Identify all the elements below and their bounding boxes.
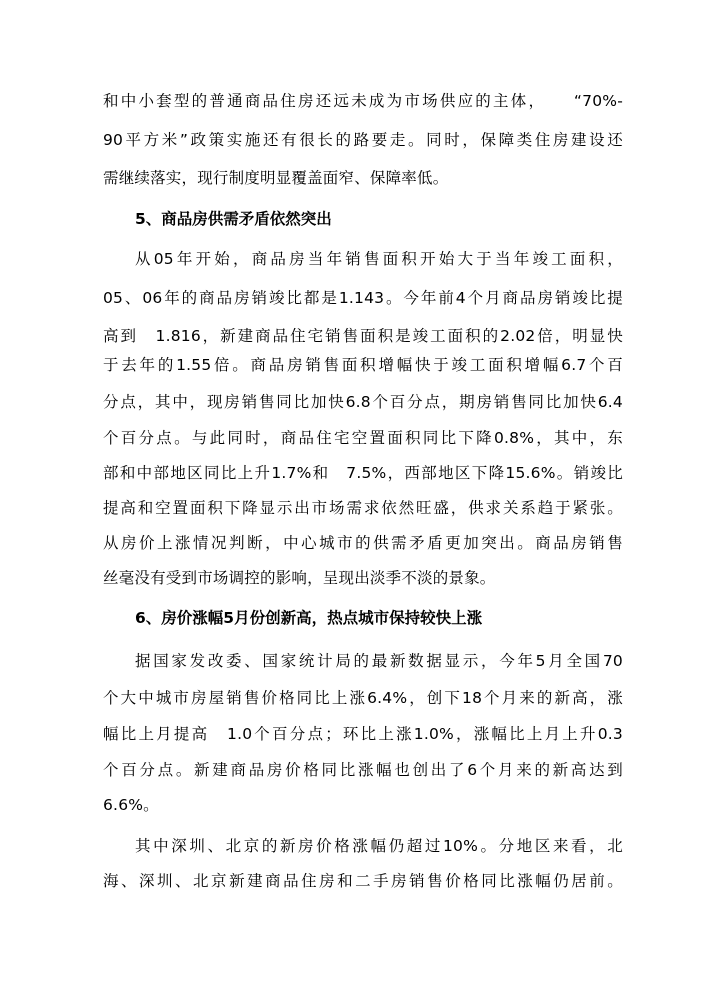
paragraph-3-line-4: 个百分点。新建商品房价格同比涨幅也创出了6个月来的新高达到 (103, 761, 623, 779)
paragraph-2-line-2: 05、06年的商品房销竣比都是1.143。今年前4个月商品房销竣比提 (103, 289, 623, 307)
paragraph-1-line-2: 90平方米”政策实施还有很长的路要走。同时，保障类住房建设还 (103, 131, 623, 149)
paragraph-3-line-3: 幅比上月提高 1.0个百分点；环比上涨1.0%，涨幅比上月上升0.3 (103, 725, 623, 743)
section-heading-5: 5、商品房供需矛盾依然突出 (135, 210, 332, 228)
section-heading-6: 6、房价涨幅5月份创新高，热点城市保持较快上涨 (135, 609, 483, 627)
paragraph-2-line-9: 从房价上涨情况判断，中心城市的供需矛盾更加突出。商品房销售 (103, 534, 623, 552)
paragraph-4-line-2: 海、深圳、北京新建商品住房和二手房销售价格同比涨幅仍居前。 (103, 872, 623, 890)
paragraph-2-line-3: 高到 1.816，新建商品住宅销售面积是竣工面积的2.02倍，明显快 (103, 327, 623, 345)
paragraph-2-line-6: 个百分点。与此同时，商品住宅空置面积同比下降0.8%，其中，东 (103, 429, 623, 447)
paragraph-2-line-10: 丝毫没有受到市场调控的影响，呈现出淡季不淡的景象。 (103, 569, 496, 587)
paragraph-3-line-2: 个大中城市房屋销售价格同比上涨6.4%，创下18个月来的新高，涨 (103, 689, 623, 707)
paragraph-2-line-4: 于去年的1.55倍。商品房销售面积增幅快于竣工面积增幅6.7个百 (103, 356, 623, 374)
paragraph-2-line-1: 从05年开始，商品房当年销售面积开始大于当年竣工面积， (135, 250, 623, 268)
paragraph-2-line-8: 提高和空置面积下降显示出市场需求依然旺盛，供求关系趋于紧张。 (103, 499, 623, 517)
paragraph-2-line-5: 分点，其中，现房销售同比加快6.8个百分点，期房销售同比加快6.4 (103, 393, 623, 411)
paragraph-3-line-1: 据国家发改委、国家统计局的最新数据显示，今年5月全国70 (135, 652, 623, 670)
paragraph-4-line-1: 其中深圳、北京的新房价格涨幅仍超过10%。分地区来看，北 (135, 837, 623, 855)
paragraph-2-line-7: 部和中部地区同比上升1.7%和 7.5%，西部地区下降15.6%。销竣比 (103, 464, 623, 482)
paragraph-1-line-3: 需继续落实，现行制度明显覆盖面窄、保障率低。 (103, 169, 449, 187)
paragraph-1-line-1: 和中小套型的普通商品住房还远未成为市场供应的主体， “70%- (103, 92, 623, 110)
paragraph-3-line-5: 6.6%。 (103, 796, 159, 814)
